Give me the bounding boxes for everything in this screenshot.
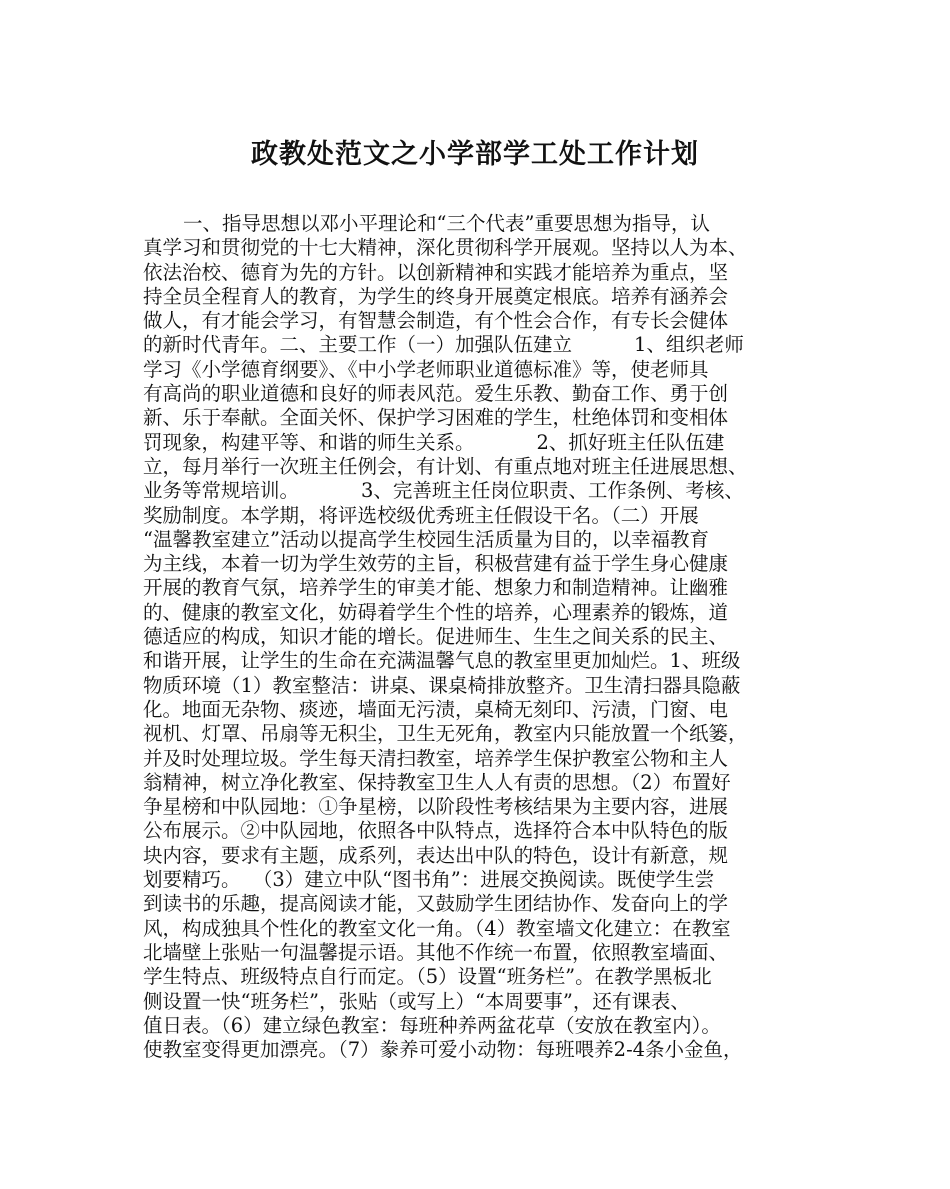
body-line: 翁精神，树立净化教室、保持教室卫生人人有责的思想。（2）布置好 <box>143 770 731 794</box>
document-body <box>143 212 823 1062</box>
body-line: 并及时处理垃圾。学生每天清扫教室，培养学生保护教室公物和主人 <box>143 746 729 770</box>
body-line: 业务等常规培训。 3、完善班主任岗位职责、工作条例、考核、 <box>143 479 744 503</box>
body-line: 真学习和贯彻党的十七大精神，深化贯彻科学开展观。坚持以人为本、 <box>143 236 748 260</box>
body-line: 风，构成独具个性化的教室文化一角。（4）教室墙文化建立：在教室 <box>143 916 731 940</box>
body-line: 化。地面无杂物、痰迹，墙面无污渍，桌椅无刻印、污渍，门窗、电 <box>143 697 729 721</box>
body-line: 奖励制度。本学期，将评选校级优秀班主任假设干名。（二）开展 <box>143 503 699 527</box>
body-line: 使教室变得更加漂亮。（7）豢养可爱小动物：每班喂养2-4条小金鱼， <box>143 1038 743 1062</box>
body-line: 块内容，要求有主题，成系列，表达出中队的特色，设计有新意，规 <box>143 843 729 867</box>
body-line: 公布展示。②中队园地，依照各中队特点，选择符合本中队特色的版 <box>143 819 729 843</box>
body-line: 北墙壁上张贴一句温馨提示语。其他不作统一布置，依照教室墙面、 <box>143 940 729 964</box>
body-line: 到读书的乐趣，提高阅读才能，又鼓励学生团结协作、发奋向上的学 <box>143 892 729 916</box>
body-line: 立，每月举行一次班主任例会，有计划、有重点地对班主任进展思想、 <box>143 454 748 478</box>
body-line: 值日表。（6）建立绿色教室：每班种养两盆花草（安放在教室内）。 <box>143 1013 721 1037</box>
document-title: 政教处范文之小学部学工处工作计划 <box>251 139 699 170</box>
body-line: “温馨教室建立”活动以提高学生校园生活质量为目的，以幸福教育 <box>143 527 709 551</box>
body-line: 为主线，本着一切为学生效劳的主旨，积极营建有益于学生身心健康 <box>143 552 729 576</box>
body-line: 依法治校、德育为先的方针。以创新精神和实践才能培养为重点，坚 <box>143 260 729 284</box>
body-line: 侧设置一快“班务栏”，张贴（或写上）“本周要事”，还有课表、 <box>143 989 690 1013</box>
body-line: 争星榜和中队园地：①争星榜，以阶段性考核结果为主要内容，进展 <box>143 795 729 819</box>
body-line: 学习《小学德育纲要》、《中小学老师职业道德标准》等，使老师具 <box>143 357 709 381</box>
body-line: 做人，有才能会学习，有智慧会制造，有个性会合作，有专长会健体 <box>143 309 729 333</box>
body-line: 的新时代青年。二、主要工作（一）加强队伍建立 1、组织老师 <box>143 333 744 357</box>
body-line: 一、指导思想以邓小平理论和“三个代表”重要思想为指导，认 <box>183 212 710 235</box>
body-line: 有高尚的职业道德和良好的师表风范。爱生乐教、勤奋工作、勇于创 <box>143 382 729 406</box>
body-line: 物质环境（1）教室整洁：讲桌、课桌椅排放整齐。卫生清扫器具隐蔽 <box>143 673 741 697</box>
body-line: 罚现象，构建平等、和谐的师生关系。 2、抓好班主任队伍建 <box>143 430 725 454</box>
body-line: 视机、灯罩、吊扇等无积尘，卫生无死角，教室内只能放置一个纸篓， <box>143 722 748 746</box>
body-line: 和谐开展，让学生的生命在充满温馨气息的教室里更加灿烂。1、班级 <box>143 649 741 673</box>
body-line: 德适应的构成，知识才能的增长。促进师生、生生之间关系的民主、 <box>143 625 729 649</box>
body-line: 学生特点、班级特点自行而定。（5）设置“班务栏”。在教学黑板北 <box>143 965 712 989</box>
body-line: 开展的教育气氛，培养学生的审美才能、想象力和制造精神。让幽雅 <box>143 576 729 600</box>
body-line: 的、健康的教室文化，妨碍着学生个性的培养，心理素养的锻炼，道 <box>143 600 729 624</box>
body-line: 新、乐于奉献。全面关怀、保护学习困难的学生，杜绝体罚和变相体 <box>143 406 729 430</box>
body-line: 持全员全程育人的教育，为学生的终身开展奠定根底。培养有涵养会 <box>143 284 729 308</box>
body-line: 划要精巧。 （3）建立中队“图书角”：进展交换阅读。既使学生尝 <box>143 868 715 892</box>
